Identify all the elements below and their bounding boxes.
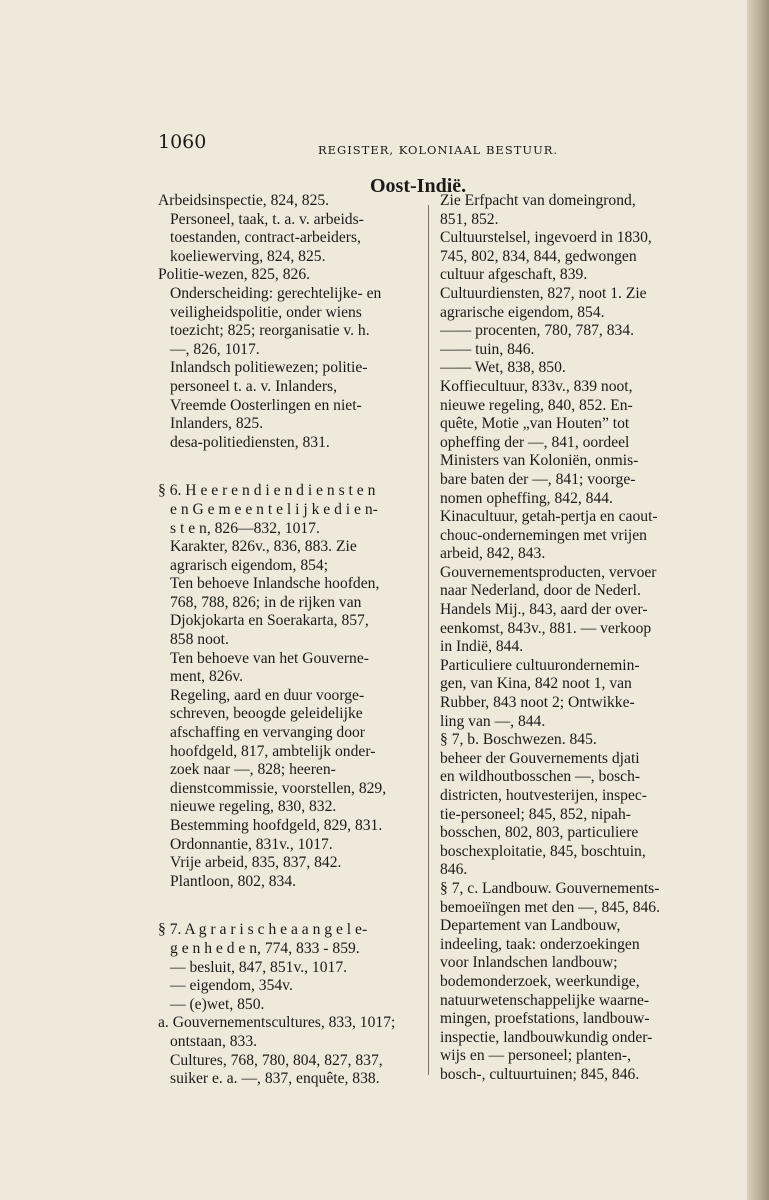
index-line: Onderscheiding: gerechtelijke- en <box>170 284 382 302</box>
index-line: bosschen, 802, 803, particuliere <box>440 824 639 842</box>
index-line: Personeel, taak, t. a. v. arbeids- <box>170 210 364 228</box>
running-head: REGISTER, KOLONIAAL BESTUUR. <box>318 143 559 157</box>
index-line: toezicht; 825; reorganisatie v. h. <box>170 322 370 340</box>
index-line: Inlandsch politiewezen; politie- <box>170 359 368 377</box>
index-line: Kinacultuur, getah-pertja en caout- <box>440 508 658 526</box>
index-line: toestanden, contract-arbeiders, <box>170 229 361 247</box>
index-line: Particuliere cultuurondernemin- <box>440 656 640 674</box>
index-block <box>158 921 418 1088</box>
index-line: en wildhoutbosschen —, bosch- <box>440 768 641 786</box>
page-number: 1060 <box>158 131 207 153</box>
index-line: nomen opheffing, 842, 844. <box>440 489 613 507</box>
index-line: bare baten der —, 841; voorge- <box>440 470 636 488</box>
index-line: g e n h e d e n, 774, 833 - 859. <box>170 939 360 957</box>
index-line: suiker e. a. —, 837, enquête, 838. <box>170 1070 380 1088</box>
index-line: agrarische eigendom, 854. <box>440 303 605 321</box>
index-line: 851, 852. <box>440 210 499 228</box>
index-line: personeel t. a. v. Inlanders, <box>170 377 337 395</box>
index-line: s t e n, 826—832, 1017. <box>170 519 320 537</box>
index-line: —, 826, 1017. <box>170 340 260 358</box>
index-line: mingen, proefstations, landbouw- <box>440 1010 650 1028</box>
index-line: boschexploitatie, 845, boschtuin, <box>440 842 646 860</box>
index-line: § 7, b. Boschwezen. 845. <box>440 731 597 749</box>
index-line: Departement van Landbouw, <box>440 917 621 935</box>
index-line: Inlanders, 825. <box>170 415 264 433</box>
index-line: ontstaan, 833. <box>170 1032 258 1050</box>
index-line: quête, Motie „van Houten” tot <box>440 415 630 433</box>
index-line: wijs en — personeel; planten-, <box>440 1047 631 1065</box>
index-line: —— tuin, 846. <box>440 340 535 358</box>
section-title: Oost-Indië. <box>370 175 467 197</box>
index-line: 768, 788, 826; in de rijken van <box>170 593 362 611</box>
block-gap <box>158 891 418 921</box>
index-line: opheffing der —, 841, oordeel <box>440 433 630 451</box>
index-line: 745, 802, 834, 844, gedwongen <box>440 247 637 265</box>
index-line: Koffiecultuur, 833v., 839 noot, <box>440 377 633 395</box>
index-line: Plantloon, 802, 834. <box>170 872 297 890</box>
index-line: 858 noot. <box>170 631 229 649</box>
index-line: zoek naar —, 828; heeren- <box>170 761 336 779</box>
index-line: bosch-, cultuurtuinen; 845, 846. <box>440 1065 640 1083</box>
index-block <box>158 192 418 452</box>
index-block <box>440 192 712 1085</box>
index-line: hoofdgeld, 817, ambtelijk onder- <box>170 742 376 760</box>
index-line: ment, 826v. <box>170 668 244 686</box>
index-block <box>158 482 418 891</box>
index-line: in Indië, 844. <box>440 638 524 656</box>
index-line: veiligheidspolitie, onder wiens <box>170 303 362 321</box>
index-line: Karakter, 826v., 836, 883. Zie <box>170 538 357 556</box>
index-line: Cultuurstelsel, ingevoerd in 1830, <box>440 229 652 247</box>
index-line: e n G e m e e n t e l i j k e d i e n- <box>170 500 378 518</box>
book-spine-shadow <box>747 0 769 1200</box>
index-line: § 6. H e e r e n d i e n d i e n s t e n <box>158 482 376 500</box>
right-column <box>440 192 712 1085</box>
index-line: desa-politiediensten, 831. <box>170 433 330 451</box>
index-line: gen, van Kina, 842 noot 1, van <box>440 675 632 693</box>
index-line: dienstcommissie, voorstellen, 829, <box>170 779 387 797</box>
index-line: —— procenten, 780, 787, 834. <box>440 322 635 340</box>
block-gap <box>158 452 418 482</box>
index-line: Rubber, 843 noot 2; Ontwikke- <box>440 694 635 712</box>
index-line: — eigendom, 354v. <box>170 977 293 995</box>
index-line: Ordonnantie, 831v., 1017. <box>170 835 333 853</box>
index-line: a. Gouvernementscultures, 833, 1017; <box>158 1014 396 1032</box>
index-line: Bestemming hoofdgeld, 829, 831. <box>170 817 383 834</box>
index-line: natuurwetenschappelijke waarne- <box>440 991 650 1009</box>
index-line: naar Nederland, door de Nederl. <box>440 582 641 600</box>
index-line: Djokjokarta en Soerakarta, 857, <box>170 612 369 630</box>
index-line: — besluit, 847, 851v., 1017. <box>170 958 348 976</box>
index-line: koeliewerving, 824, 825. <box>170 247 326 265</box>
index-line: 846. <box>440 861 468 879</box>
index-line: beheer der Gouvernements djati <box>440 749 640 767</box>
index-line: bodemonderzoek, weerkundige, <box>440 972 640 990</box>
left-column <box>158 192 418 1089</box>
index-line: § 7. A g r a r i s c h e a a n g e l e- <box>158 921 368 939</box>
index-line: districten, houtvesterijen, inspec- <box>440 787 647 804</box>
index-line: ling van —, 844. <box>440 712 546 730</box>
index-line: — (e)wet, 850. <box>170 995 265 1013</box>
index-line: Ten behoeve van het Gouverne- <box>170 649 369 667</box>
index-line: cultuur afgeschaft, 839. <box>440 266 588 284</box>
index-line: Vreemde Oosterlingen en niet- <box>170 396 362 414</box>
index-line: Zie Erfpacht van domeingrond, <box>440 192 636 209</box>
index-line: bemoeiïngen met den —, 845, 846. <box>440 898 661 916</box>
index-line: Regeling, aard en duur voorge- <box>170 686 365 704</box>
index-line: Ministers van Koloniën, onmis- <box>440 452 639 470</box>
index-line: § 7, c. Landbouw. Gouvernements- <box>440 879 660 897</box>
index-line: Politie-wezen, 825, 826. <box>158 266 311 284</box>
index-line: Vrije arbeid, 835, 837, 842. <box>170 854 342 872</box>
index-line: eenkomst, 843v., 881. — verkoop <box>440 619 652 637</box>
index-line: tie-personeel; 845, 852, nipah- <box>440 805 631 823</box>
index-line: Gouvernementsproducten, vervoer <box>440 563 657 581</box>
index-line: —— Wet, 838, 850. <box>440 359 566 377</box>
index-line: indeeling, taak: onderzoekingen <box>440 935 640 953</box>
index-line: schreven, beoogde geleidelijke <box>170 705 363 723</box>
index-line: arbeid, 842, 843. <box>440 545 546 563</box>
index-line: agrarisch eigendom, 854; <box>170 556 329 574</box>
index-line: nieuwe regeling, 830, 832. <box>170 798 337 816</box>
index-line: Cultures, 768, 780, 804, 827, 837, <box>170 1051 383 1069</box>
index-line: inspectie, landbouwkundig onder- <box>440 1028 653 1046</box>
index-line: afschaffing en vervanging door <box>170 724 365 742</box>
index-line: voor Inlandschen landbouw; <box>440 954 618 972</box>
index-line: chouc-ondernemingen met vrijen <box>440 526 647 544</box>
column-divider <box>428 205 429 1075</box>
index-line: Arbeidsinspectie, 824, 825. <box>158 192 330 209</box>
index-line: Handels Mij., 843, aard der over- <box>440 601 648 619</box>
index-line: nieuwe regeling, 840, 852. En- <box>440 396 633 414</box>
index-line: Ten behoeve Inlandsche hoofden, <box>170 575 380 593</box>
index-line: Cultuurdiensten, 827, noot 1. Zie <box>440 284 647 302</box>
